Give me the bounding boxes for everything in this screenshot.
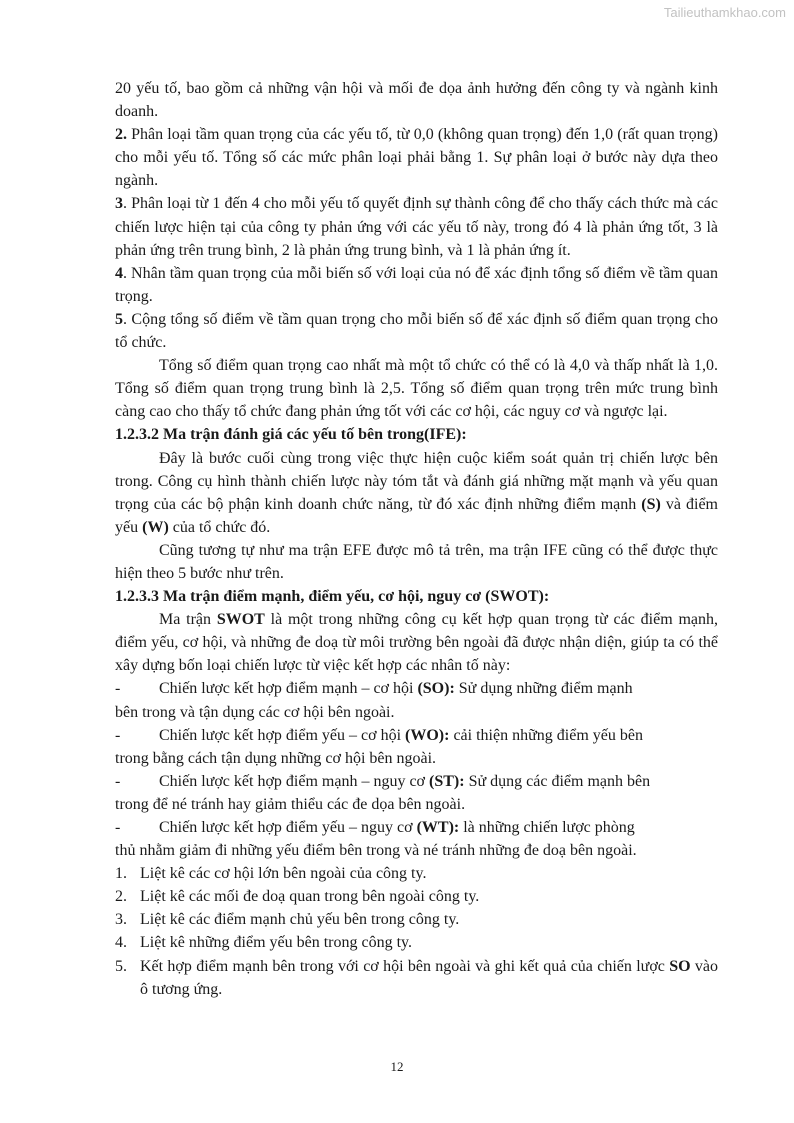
efe-step-2	[115, 123, 718, 192]
list-item: 2. Liệt kê các mối đe doạ quan trong bên ngoài công ty.	[115, 888, 480, 906]
list-item: 1. Liệt kê các cơ hội lớn bên ngoài của công ty.	[115, 865, 427, 883]
step-text: Phân loại tầm quan trọng của các yếu tố, từ 0,0 (không quan trọng) đến 1,0 (rất quan trọng) cho mỗi yếu tố. Tổng số các mức phân loại phải bằng 1. Sự phân loại ở bước này dựa theo ngành.	[115, 126, 718, 190]
step-number: 3	[115, 195, 123, 213]
strategy-so: - Chiến lược kết hợp điểm mạnh – cơ hội (SO): Sử dụng những điểm mạnh bên trong và tận dụng các cơ hội bên ngoài.	[115, 677, 718, 723]
paragraph: 20 yếu tố, bao gồm cả những vận hội và mối đe dọa ảnh hưởng đến công ty và ngành kinh doanh.	[115, 80, 718, 121]
list-item: 3. Liệt kê các điểm mạnh chủ yếu bên trong công ty.	[115, 911, 460, 929]
so-code: SO	[669, 957, 691, 975]
heading-ife: 1.2.3.2 Ma trận đánh giá các yếu tố bên trong(IFE):	[115, 426, 467, 444]
strengths-code: (S)	[641, 495, 661, 513]
efe-step-3	[115, 192, 718, 261]
paragraph-ife-steps: Cũng tương tự như ma trận EFE được mô tả trên, ma trận IFE cũng có thể được thực hiện theo 5 bước như trên.	[115, 541, 718, 582]
swot-term: SWOT	[216, 611, 265, 629]
strategy-code: (WO):	[405, 726, 450, 744]
strategy-code: (SO):	[417, 680, 455, 698]
page-body	[115, 77, 718, 1001]
page-number: 12	[390, 1059, 404, 1074]
strategy-wt: - Chiến lược kết hợp điểm yếu – nguy cơ (WT): là những chiến lược phòng thủ nhằm giảm đi những yếu điểm bên trong và né tránh những đe doạ bên ngoài.	[115, 816, 718, 862]
paragraph-swot-intro: Ma trận SWOT là một trong những công cụ kết hợp quan trọng từ các điểm mạnh, điểm yếu, cơ hội, và những đe doạ từ môi trường bên ngoài đã được nhận diện, giúp ta có thể xây dựng bốn loại chiến lược từ việc kết hợp các nhân tố này:	[115, 611, 718, 675]
list-item: 5. Kết hợp điểm mạnh bên trong với cơ hội bên ngoài và ghi kết quả của chiến lược SO vào ô tương ứng.	[115, 957, 718, 998]
strategy-wo: - Chiến lược kết hợp điểm yếu – cơ hội (WO): cải thiện những điểm yếu bên trong bằng cách tận dụng những cơ hội bên ngoài.	[115, 724, 718, 770]
heading-swot: 1.2.3.3 Ma trận điểm mạnh, điểm yếu, cơ hội, nguy cơ (SWOT):	[115, 588, 550, 606]
paragraph-ife-intro: Đây là bước cuối cùng trong việc thực hiện cuộc kiểm soát quản trị chiến lược bên trong. Công cụ hình thành chiến lược này tóm tắt và đánh giá những mặt mạnh và yếu quan trọng của các bộ phận kinh doanh chức năng, từ đó xác định những điểm mạnh (S) và điểm yếu (W) của tổ chức đó.	[115, 449, 719, 536]
dash-bullet: -	[115, 680, 121, 698]
watermark: Tailieuthamkhao.com	[663, 5, 786, 20]
step-text: . Cộng tổng số điểm về tầm quan trọng cho mỗi biến số để xác định số điểm quan trọng cho tổ chức.	[115, 310, 718, 352]
paragraph-total-score: Tổng số điểm quan trọng cao nhất mà một tổ chức có thể có là 4,0 và thấp nhất là 1,0. Tổng số điểm quan trọng trung bình là 2,5. Tổng số điểm quan trọng trên mức trung bình càng cao cho thấy tổ chức đang phản ứng tốt với các cơ hội, các nguy cơ và ngược lại.	[115, 357, 718, 421]
step-number: 4	[115, 264, 123, 282]
weaknesses-code: (W)	[142, 518, 169, 536]
step-text: . Phân loại từ 1 đến 4 cho mỗi yếu tố quyết định sự thành công để cho thấy cách thức mà các chiến lược hiện tại của công ty phản ứng với các yếu tố này, trong đó 4 là phản ứng tốt, 3 là phản ứng trên trung bình, 2 là phản ứng trung bình, và 1 là phản ứng ít.	[115, 195, 718, 259]
strategy-st: - Chiến lược kết hợp điểm mạnh – nguy cơ (ST): Sử dụng các điểm mạnh bên trong để né tránh hay giảm thiểu các đe dọa bên ngoài.	[115, 770, 718, 816]
step-text: . Nhân tầm quan trọng của mỗi biến số với loại của nó để xác định tổng số điểm về tầm quan trọng.	[115, 264, 718, 305]
step-number: 5	[115, 310, 123, 328]
dash-bullet: -	[115, 772, 121, 790]
efe-step-4	[115, 262, 718, 308]
dash-bullet: -	[115, 726, 121, 744]
efe-step-5	[115, 308, 718, 354]
strategy-code: (WT):	[416, 819, 460, 836]
list-item: 4. Liệt kê những điểm yếu bên trong công ty.	[115, 934, 413, 952]
strategy-code: (ST):	[429, 772, 465, 790]
step-number: 2.	[115, 126, 127, 144]
dash-bullet: -	[115, 819, 121, 836]
